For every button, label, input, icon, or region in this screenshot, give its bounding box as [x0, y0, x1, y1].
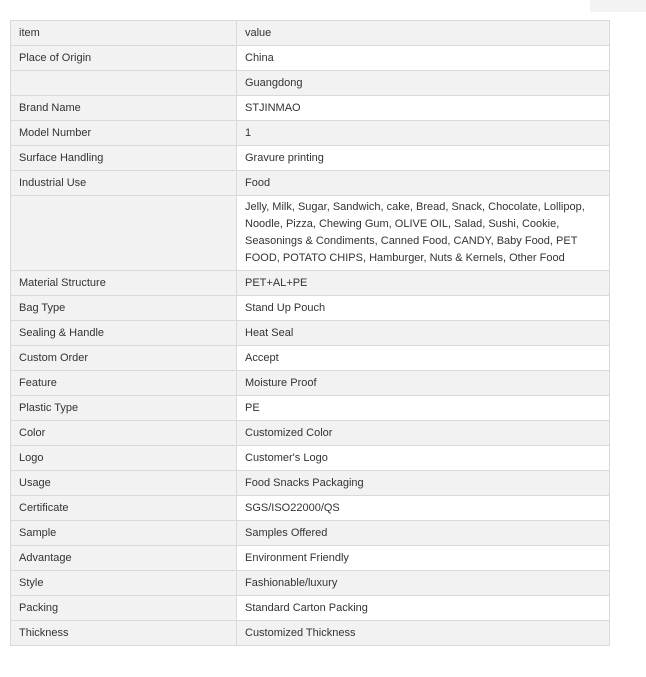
row-value: 1: [237, 121, 610, 146]
row-key: Industrial Use: [11, 171, 237, 196]
table-row: [11, 571, 610, 596]
row-key: Custom Order: [11, 346, 237, 371]
row-value: Food: [237, 171, 610, 196]
table-row: [11, 471, 610, 496]
row-value: Food Snacks Packaging: [237, 471, 610, 496]
table-row: [11, 196, 610, 271]
row-key: Surface Handling: [11, 146, 237, 171]
row-value: Customer's Logo: [237, 446, 610, 471]
row-value: Customized Color: [237, 421, 610, 446]
table-row: [11, 446, 610, 471]
table-row: [11, 371, 610, 396]
table-row: [11, 396, 610, 421]
row-value: SGS/ISO22000/QS: [237, 496, 610, 521]
corner-shade: [590, 0, 646, 12]
row-value: Gravure printing: [237, 146, 610, 171]
table-row: [11, 546, 610, 571]
table-row: [11, 171, 610, 196]
row-key: Usage: [11, 471, 237, 496]
row-value: Customized Thickness: [237, 621, 610, 646]
row-value: Samples Offered: [237, 521, 610, 546]
table-row: [11, 521, 610, 546]
table-row: [11, 596, 610, 621]
row-value: value: [237, 21, 610, 46]
row-key: Place of Origin: [11, 46, 237, 71]
table-row: [11, 496, 610, 521]
table-row: [11, 321, 610, 346]
row-value: Environment Friendly: [237, 546, 610, 571]
row-value: STJINMAO: [237, 96, 610, 121]
table-row: [11, 421, 610, 446]
table-row: [11, 21, 610, 46]
row-key: Sealing & Handle: [11, 321, 237, 346]
row-key: Model Number: [11, 121, 237, 146]
row-key: Style: [11, 571, 237, 596]
row-value: China: [237, 46, 610, 71]
row-value: Heat Seal: [237, 321, 610, 346]
row-value: Accept: [237, 346, 610, 371]
row-key: Brand Name: [11, 96, 237, 121]
table-row: [11, 146, 610, 171]
row-value: Jelly, Milk, Sugar, Sandwich, cake, Bread, Snack, Chocolate, Lollipop, Noodle, Pizza, Chewing Gum, OLIVE OIL, Salad, Sushi, Cookie, Seasonings & Condiments, Canned Food, CANDY, Baby Food, PET FOOD, POTATO CHIPS, Hamburger, Nuts & Kernels, Other Food: [237, 196, 610, 271]
row-key: Bag Type: [11, 296, 237, 321]
row-value: Moisture Proof: [237, 371, 610, 396]
row-key: Material Structure: [11, 271, 237, 296]
row-key: Advantage: [11, 546, 237, 571]
row-key: Logo: [11, 446, 237, 471]
row-key: Color: [11, 421, 237, 446]
table-row: [11, 121, 610, 146]
table-row: [11, 296, 610, 321]
table-row: [11, 621, 610, 646]
row-key: Sample: [11, 521, 237, 546]
row-value: Fashionable/luxury: [237, 571, 610, 596]
spec-table: [10, 20, 610, 646]
row-value: PET+AL+PE: [237, 271, 610, 296]
row-key: item: [11, 21, 237, 46]
row-value: Guangdong: [237, 71, 610, 96]
row-key: Thickness: [11, 621, 237, 646]
row-key: [11, 71, 237, 96]
table-row: [11, 346, 610, 371]
row-key: Packing: [11, 596, 237, 621]
row-value: Stand Up Pouch: [237, 296, 610, 321]
row-key: Plastic Type: [11, 396, 237, 421]
table-row: [11, 71, 610, 96]
table-row: [11, 271, 610, 296]
row-value: Standard Carton Packing: [237, 596, 610, 621]
row-value: PE: [237, 396, 610, 421]
table-row: [11, 96, 610, 121]
row-key: [11, 196, 237, 271]
row-key: Certificate: [11, 496, 237, 521]
row-key: Feature: [11, 371, 237, 396]
table-row: [11, 46, 610, 71]
